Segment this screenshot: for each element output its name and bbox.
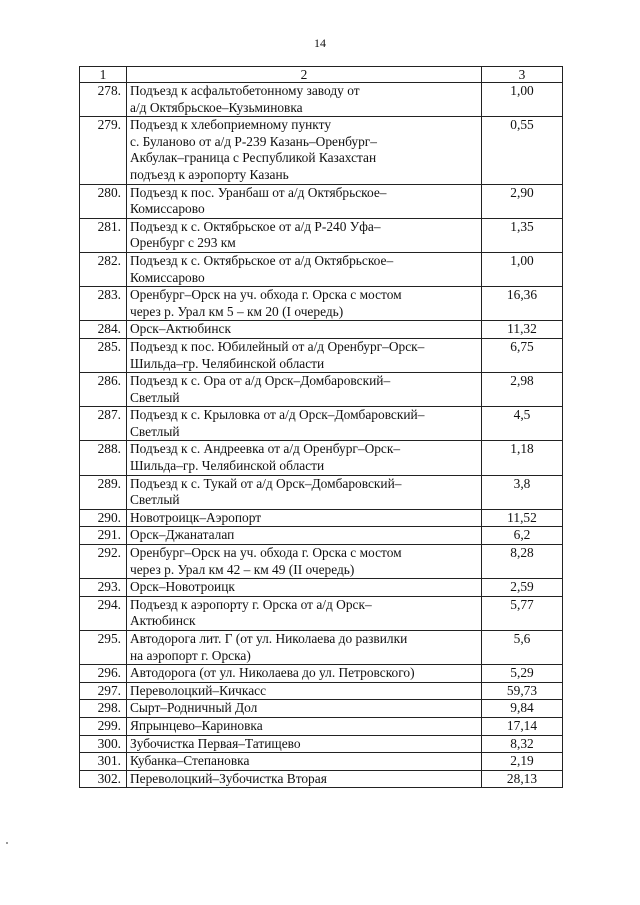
road-length: 8,32 <box>482 735 563 753</box>
road-name <box>127 252 482 286</box>
road-length: 28,13 <box>482 770 563 788</box>
road-name-line: Подъезд к с. Андреевка от а/д Оренбург–Орск– <box>130 441 401 457</box>
table-row <box>80 338 563 372</box>
road-name <box>127 596 482 630</box>
table-row <box>80 321 563 339</box>
road-name-line: Подъезд к с. Октябрьское от а/д Октябрьское– <box>130 252 394 268</box>
road-length: 5,29 <box>482 665 563 683</box>
road-name-line: Орск–Джанаталап <box>130 527 235 543</box>
table-row <box>80 475 563 509</box>
road-name-line: Кубанка–Степановка <box>130 753 250 769</box>
table-row <box>80 527 563 545</box>
road-name-line: Шильда–гр. Челябинской области <box>130 458 325 474</box>
column-header-name: 2 <box>127 67 482 83</box>
row-number: 282. <box>80 252 127 286</box>
road-name-line: Акбулак–граница с Республикой Казахстан <box>130 150 377 166</box>
row-number: 301. <box>80 753 127 771</box>
road-name-line: Комиссарово <box>130 269 205 285</box>
row-number: 287. <box>80 407 127 441</box>
road-length: 1,00 <box>482 83 563 117</box>
row-number: 291. <box>80 527 127 545</box>
road-name <box>127 475 482 509</box>
road-name <box>127 631 482 665</box>
road-name <box>127 321 482 339</box>
road-name-line: с. Буланово от а/д Р-239 Казань–Оренбург– <box>130 133 377 149</box>
row-number: 302. <box>80 770 127 788</box>
road-name <box>127 407 482 441</box>
road-name-line: Светлый <box>130 389 180 405</box>
row-number: 297. <box>80 682 127 700</box>
road-length: 16,36 <box>482 287 563 321</box>
table-row <box>80 682 563 700</box>
road-length: 2,19 <box>482 753 563 771</box>
road-name-line: Шильда–гр. Челябинской области <box>130 355 325 371</box>
road-name <box>127 509 482 527</box>
road-name-line: через р. Урал км 42 – км 49 (II очередь) <box>130 561 355 577</box>
road-name-line: Орск–Актюбинск <box>130 321 231 337</box>
road-name-line: Автодорога лит. Г (от ул. Николаева до развилки <box>130 631 408 646</box>
row-number: 298. <box>80 700 127 718</box>
road-name <box>127 717 482 735</box>
road-length: 1,35 <box>482 218 563 252</box>
road-name-line: Подъезд к с. Октябрьское от а/д Р-240 Уфа– <box>130 218 381 234</box>
road-name-line: Зубочистка Первая–Татищево <box>130 735 301 751</box>
road-name-line: на аэропорт г. Орска) <box>130 647 251 663</box>
road-name <box>127 735 482 753</box>
road-length: 5,6 <box>482 631 563 665</box>
row-number: 294. <box>80 596 127 630</box>
row-number: 299. <box>80 717 127 735</box>
road-name-line: Подъезд к с. Тукай от а/д Орск–Домбаровский– <box>130 475 402 491</box>
table-row <box>80 509 563 527</box>
road-name-line: Новотроицк–Аэропорт <box>130 509 262 525</box>
road-name-line: Сырт–Родничный Дол <box>130 700 258 716</box>
table-body <box>80 83 563 788</box>
road-length: 3,8 <box>482 475 563 509</box>
table-row <box>80 373 563 407</box>
row-number: 279. <box>80 117 127 184</box>
table-row <box>80 184 563 218</box>
road-length: 1,18 <box>482 441 563 475</box>
road-name-line: Оренбург–Орск на уч. обхода г. Орска с мостом <box>130 287 402 303</box>
road-name <box>127 287 482 321</box>
road-name <box>127 579 482 597</box>
road-name <box>127 373 482 407</box>
road-name <box>127 527 482 545</box>
road-length: 0,55 <box>482 117 563 184</box>
row-number: 289. <box>80 475 127 509</box>
table-row <box>80 218 563 252</box>
table-row <box>80 717 563 735</box>
table-row <box>80 287 563 321</box>
table-row <box>80 579 563 597</box>
road-length: 17,14 <box>482 717 563 735</box>
scan-speck <box>6 842 8 844</box>
road-name-line: Подъезд к аэропорту г. Орска от а/д Орск– <box>130 596 372 612</box>
road-name-line: через р. Урал км 5 – км 20 (I очередь) <box>130 303 344 319</box>
road-name-line: Подъезд к хлебоприемному пункту <box>130 117 332 133</box>
road-name-line: Подъезд к пос. Юбилейный от а/д Оренбург–Орск– <box>130 338 425 354</box>
row-number: 284. <box>80 321 127 339</box>
row-number: 278. <box>80 83 127 117</box>
table-row <box>80 631 563 665</box>
road-name-line: Актюбинск <box>130 613 196 629</box>
road-name <box>127 770 482 788</box>
road-name <box>127 753 482 771</box>
road-name-line: Подъезд к асфальтобетонному заводу от <box>130 83 360 98</box>
table-row <box>80 700 563 718</box>
road-name-line: Светлый <box>130 492 180 508</box>
row-number: 295. <box>80 631 127 665</box>
road-length: 9,84 <box>482 700 563 718</box>
road-name-line: Комиссарово <box>130 201 205 217</box>
table-row <box>80 665 563 683</box>
row-number: 290. <box>80 509 127 527</box>
table-row <box>80 596 563 630</box>
road-length: 2,59 <box>482 579 563 597</box>
road-length: 5,77 <box>482 596 563 630</box>
road-name-line: Подъезд к с. Ора от а/д Орск–Домбаровский– <box>130 373 391 389</box>
table-row <box>80 83 563 117</box>
road-length: 11,32 <box>482 321 563 339</box>
road-length: 4,5 <box>482 407 563 441</box>
road-length: 2,90 <box>482 184 563 218</box>
road-name <box>127 117 482 184</box>
row-number: 300. <box>80 735 127 753</box>
row-number: 281. <box>80 218 127 252</box>
road-name <box>127 184 482 218</box>
road-name <box>127 545 482 579</box>
road-length: 6,75 <box>482 338 563 372</box>
column-header-number: 1 <box>80 67 127 83</box>
row-number: 288. <box>80 441 127 475</box>
road-name-line: Переволоцкий–Зубочистка Вторая <box>130 770 327 786</box>
road-name <box>127 441 482 475</box>
row-number: 280. <box>80 184 127 218</box>
road-name <box>127 218 482 252</box>
roads-table <box>79 66 563 788</box>
table-header-row <box>80 67 563 83</box>
road-length: 59,73 <box>482 682 563 700</box>
road-length: 1,00 <box>482 252 563 286</box>
road-name <box>127 83 482 117</box>
row-number: 293. <box>80 579 127 597</box>
road-length: 8,28 <box>482 545 563 579</box>
page-number: 14 <box>314 36 326 50</box>
road-name-line: Автодорога (от ул. Николаева до ул. Петровского) <box>130 665 415 681</box>
table-row <box>80 770 563 788</box>
road-name-line: Переволоцкий–Кичкасс <box>130 682 267 698</box>
road-name-line: Подъезд к с. Крыловка от а/д Орск–Домбаровский– <box>130 407 425 423</box>
row-number: 296. <box>80 665 127 683</box>
row-number: 285. <box>80 338 127 372</box>
road-length: 6,2 <box>482 527 563 545</box>
table-row <box>80 252 563 286</box>
table-row <box>80 441 563 475</box>
road-length: 2,98 <box>482 373 563 407</box>
row-number: 283. <box>80 287 127 321</box>
row-number: 286. <box>80 373 127 407</box>
road-name-line: Оренбург с 293 км <box>130 235 236 251</box>
road-name-line: а/д Октябрьское–Кузьминовка <box>130 99 303 115</box>
road-name-line: Светлый <box>130 423 180 439</box>
row-number: 292. <box>80 545 127 579</box>
table-row <box>80 735 563 753</box>
road-name <box>127 338 482 372</box>
road-name <box>127 665 482 683</box>
road-name-line: Орск–Новотроицк <box>130 579 235 595</box>
road-name <box>127 700 482 718</box>
table-row <box>80 545 563 579</box>
road-name <box>127 682 482 700</box>
table-row <box>80 407 563 441</box>
road-name-line: Подъезд к пос. Уранбаш от а/д Октябрьское– <box>130 184 387 200</box>
column-header-length: 3 <box>482 67 563 83</box>
road-name-line: подъезд к аэропорту Казань <box>130 166 289 182</box>
road-length: 11,52 <box>482 509 563 527</box>
road-name-line: Япрынцево–Кариновка <box>130 717 263 733</box>
table-row <box>80 753 563 771</box>
table-row <box>80 117 563 184</box>
road-name-line: Оренбург–Орск на уч. обхода г. Орска с мостом <box>130 545 402 561</box>
